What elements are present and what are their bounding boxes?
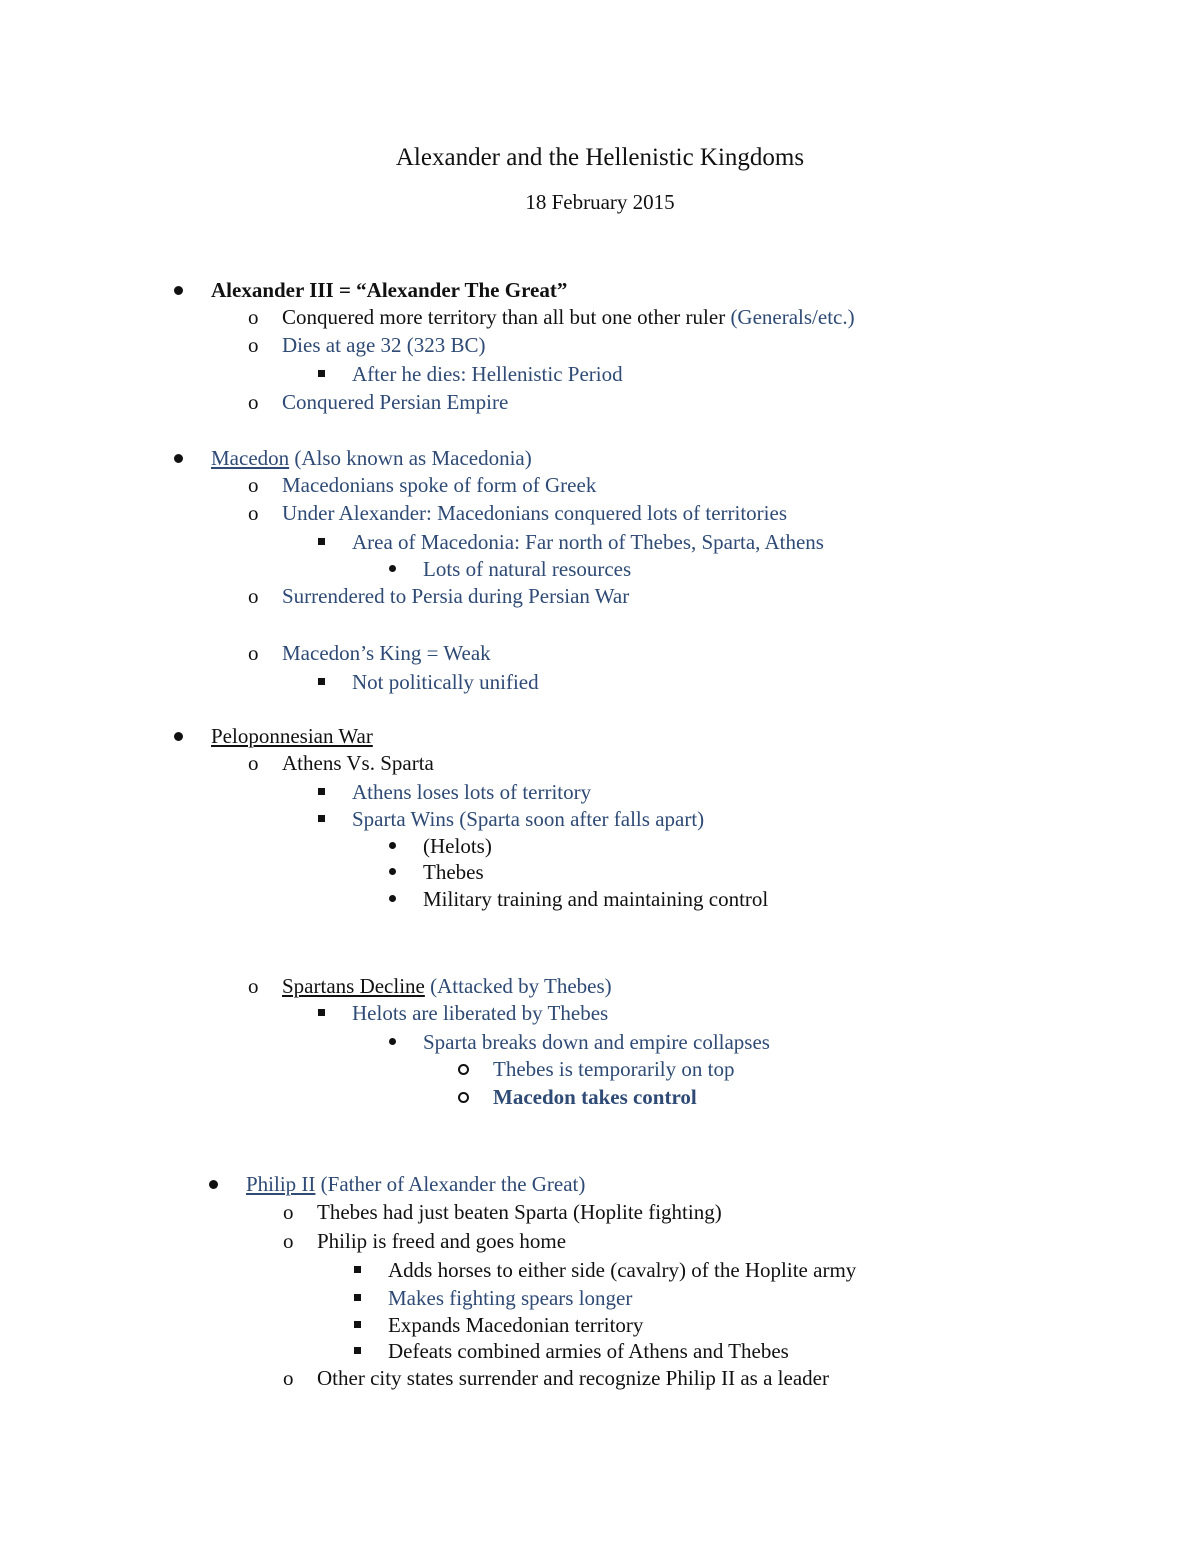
outline-item: [352, 805, 704, 833]
outline-item: [352, 778, 591, 806]
bullet-square-icon: [318, 370, 325, 377]
outline-item: [283, 1364, 829, 1392]
outline-item: [352, 360, 623, 388]
outline-item: [423, 858, 484, 886]
bullet-square-icon: [318, 1009, 325, 1016]
outline-item-text: Dies at age 32 (323 BC): [282, 333, 486, 357]
bullet-square-icon: [354, 1347, 361, 1354]
bullet-square-icon: [318, 815, 325, 822]
bullet-dot-icon: [389, 1038, 396, 1045]
bullet-circle-icon: o: [248, 641, 259, 665]
bullet-circle-icon: o: [248, 584, 259, 608]
bullet-square-icon: [354, 1294, 361, 1301]
outline-item: [248, 972, 612, 1000]
bullet-circle-icon: o: [248, 974, 259, 998]
outline-item-text: Athens Vs. Sparta: [282, 751, 434, 775]
outline-item-text: Not politically unified: [352, 670, 539, 694]
outline-item-text: After he dies: Hellenistic Period: [352, 362, 623, 386]
outline-item-text: Helots are liberated by Thebes: [352, 1001, 609, 1025]
outline-item: [246, 1170, 585, 1198]
outline-item-text: (Attacked by Thebes): [424, 974, 612, 998]
outline-item: [493, 1083, 697, 1111]
bullet-circle-icon: o: [283, 1366, 294, 1390]
outline-item-text: Defeats combined armies of Athens and Thebes: [388, 1339, 789, 1363]
outline-item: [423, 885, 768, 913]
outline-item-text: Lots of natural resources: [423, 557, 632, 581]
bullet-ring-icon: [458, 1064, 469, 1075]
outline-item: [248, 639, 491, 667]
outline-item-text: Adds horses to either side (cavalry) of the Hoplite army: [388, 1258, 857, 1282]
outline-item-text: Spartans Decline: [282, 974, 425, 998]
outline-item: [248, 749, 434, 777]
bullet-disc-icon: [209, 1180, 218, 1189]
bullet-disc-icon: [174, 286, 183, 295]
outline-item: [352, 528, 824, 556]
outline-item-text: Athens loses lots of territory: [352, 780, 592, 804]
outline-item: [248, 471, 597, 499]
outline-item-text: Sparta breaks down and empire collapses: [423, 1030, 770, 1054]
outline-item: [423, 832, 492, 860]
outline-item-text: Conquered more territory than all but one other ruler: [282, 305, 731, 329]
outline-item: [248, 499, 787, 527]
outline-item: [388, 1311, 643, 1339]
outline-item-text: Under Alexander: Macedonians conquered lots of territories: [282, 501, 787, 525]
bullet-dot-icon: [389, 895, 396, 902]
outline-item-text: Thebes is temporarily on top: [493, 1057, 735, 1081]
outline-item-text: Macedon takes control: [493, 1085, 697, 1109]
outline-item-text: Military training and maintaining control: [423, 887, 769, 911]
outline-item: [493, 1055, 734, 1083]
bullet-dot-icon: [389, 842, 396, 849]
outline-item-text: Philip is freed and goes home: [317, 1229, 567, 1253]
bullet-square-icon: [354, 1266, 361, 1273]
bullet-square-icon: [318, 678, 325, 685]
outline-item-text: Sparta Wins (Sparta soon after falls apart): [352, 807, 705, 831]
outline-item: [388, 1284, 632, 1312]
outline-item: [352, 668, 539, 696]
outline-item-text: (Generals/etc.): [730, 305, 855, 329]
bullet-circle-icon: o: [248, 501, 259, 525]
bullet-dot-icon: [389, 868, 396, 875]
outline-item: [211, 722, 373, 750]
bullet-ring-icon: [458, 1092, 469, 1103]
outline-item: [248, 331, 486, 359]
outline-item: [248, 303, 855, 331]
outline-item: [388, 1256, 856, 1284]
outline-item-text: Macedonians spoke of form of Greek: [282, 473, 597, 497]
outline-item-text: Macedon: [211, 446, 290, 470]
bullet-circle-icon: o: [248, 333, 259, 357]
outline-item-text: Philip II: [246, 1172, 316, 1196]
outline-item-text: (Father of Alexander the Great): [315, 1172, 586, 1196]
bullet-disc-icon: [174, 732, 183, 741]
outline-item-text: Other city states surrender and recognize Philip II as a leader: [317, 1366, 829, 1390]
outline-item: [283, 1198, 722, 1226]
bullet-square-icon: [318, 788, 325, 795]
bullet-square-icon: [354, 1321, 361, 1328]
outline-item-text: Thebes: [423, 860, 484, 884]
bullet-circle-icon: o: [248, 473, 259, 497]
outline-item: [423, 555, 631, 583]
outline-item: [388, 1337, 789, 1365]
outline-item: [423, 1028, 770, 1056]
outline-item-text: Thebes had just beaten Sparta (Hoplite fighting): [317, 1200, 722, 1224]
outline-item-text: Area of Macedonia: Far north of Thebes, Sparta, Athens: [352, 530, 824, 554]
bullet-square-icon: [318, 538, 325, 545]
outline-item: [211, 276, 567, 304]
outline-item-text: Macedon’s King = Weak: [282, 641, 491, 665]
bullet-disc-icon: [174, 454, 183, 463]
bullet-circle-icon: o: [283, 1200, 294, 1224]
outline-item: [248, 582, 630, 610]
outline-item-text: Conquered Persian Empire: [282, 390, 509, 414]
outline-item-text: Expands Macedonian territory: [388, 1313, 644, 1337]
outline-item-text: Surrendered to Persia during Persian War: [282, 584, 630, 608]
outline-item-text: (Also known as Macedonia): [289, 446, 532, 470]
outline-item: [211, 444, 532, 472]
bullet-circle-icon: o: [248, 305, 259, 329]
outline-item-text: Peloponnesian War: [211, 724, 373, 748]
outline-item-text: (Helots): [423, 834, 492, 858]
outline-item: [283, 1227, 567, 1255]
bullet-dot-icon: [389, 565, 396, 572]
bullet-circle-icon: o: [248, 390, 259, 414]
outline-item-text: Makes fighting spears longer: [388, 1286, 633, 1310]
document-title: Alexander and the Hellenistic Kingdoms: [395, 144, 805, 171]
outline-item: [352, 999, 608, 1027]
bullet-circle-icon: o: [283, 1229, 294, 1253]
bullet-circle-icon: o: [248, 751, 259, 775]
outline-item: [248, 388, 509, 416]
outline-item-text: Alexander III = “Alexander The Great”: [211, 278, 568, 302]
document-date: 18 February 2015: [525, 190, 675, 214]
